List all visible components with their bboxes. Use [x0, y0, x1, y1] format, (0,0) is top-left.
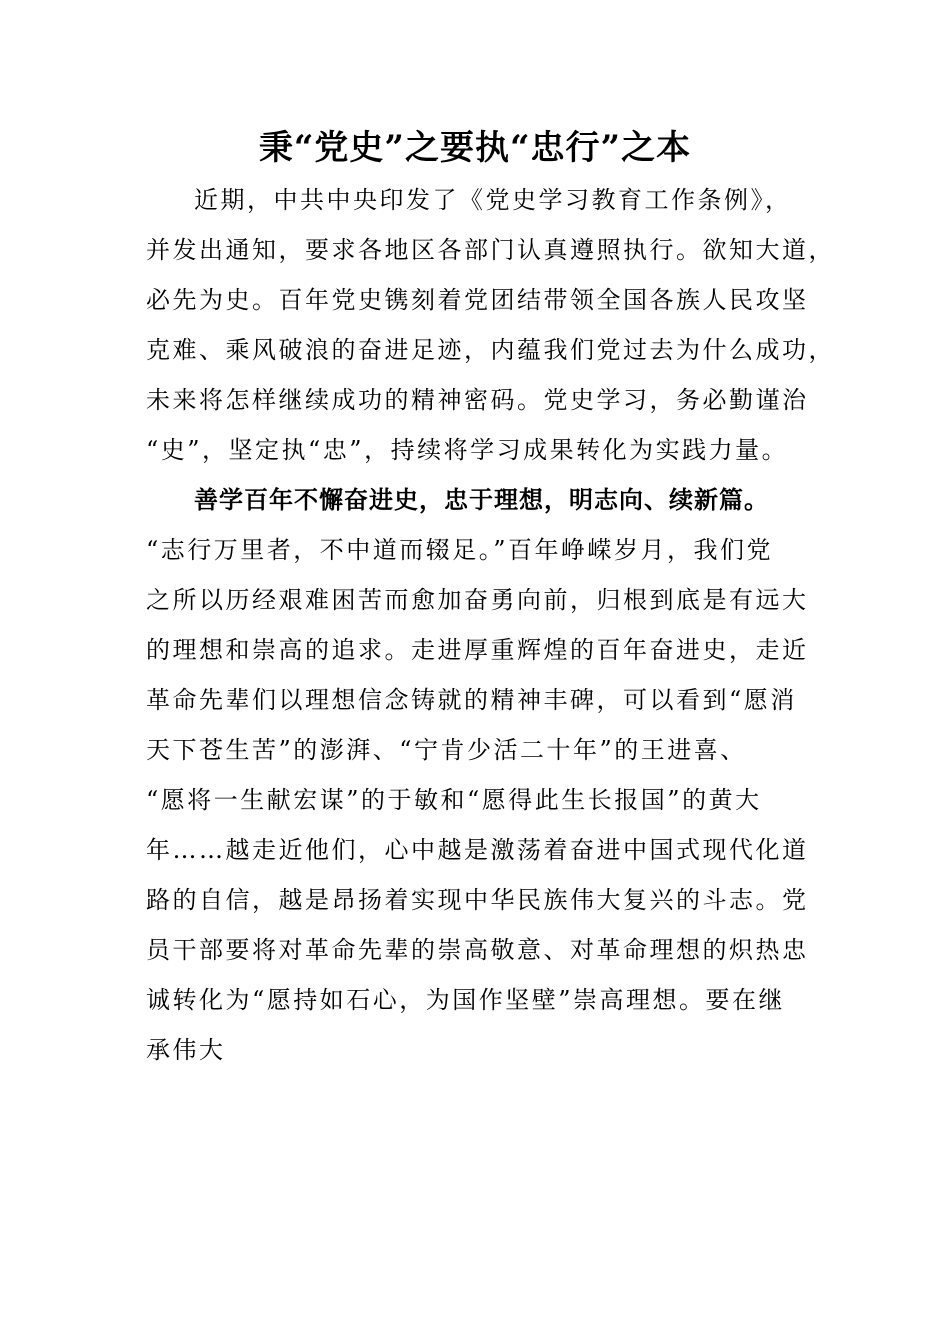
paragraph-line: 近期，中共中央印发了《党史学习教育工作条例》，	[194, 186, 792, 214]
paragraph-line: 员干部要将对革命先辈的崇高敬意、对革命理想的炽热忠	[146, 936, 809, 964]
paragraph-line: 必先为史。百年党史镌刻着党团结带领全国各族人民攻坚	[146, 286, 809, 314]
paragraph-line: 并发出通知，要求各地区各部门认真遵照执行。欲知大道，	[146, 236, 835, 264]
paragraph-line: 路的自信，越是昂扬着实现中华民族伟大复兴的斗志。党	[146, 886, 809, 914]
paragraph-line: 承伟大	[146, 1036, 226, 1064]
paragraph-line: “史”，坚定执“忠”，持续将学习成果转化为实践力量。	[146, 436, 789, 464]
paragraph-line: 诚转化为“愿持如石心，为国作坚壁”崇高理想。要在继	[146, 986, 786, 1014]
paragraph-line: “愿将一生献宏谋”的于敏和“愿得此生长报国”的黄大	[146, 786, 762, 814]
paragraph-line: 克难、乘风破浪的奋进足迹，内蕴我们党过去为什么成功，	[146, 336, 835, 364]
paragraph-line: 未来将怎样继续成功的精神密码。党史学习，务必勤谨治	[146, 386, 809, 414]
paragraph-line: 天下苍生苦”的澎湃、“宁肯少活二十年”的王进喜、	[146, 736, 747, 764]
paragraph-line: “志行万里者，不中道而辍足。”百年峥嵘岁月，我们党	[146, 536, 774, 564]
paragraph-line: 之所以历经艰难困苦而愈加奋勇向前，归根到底是有远大	[146, 586, 809, 614]
document-title: 秉“党史”之要执“忠行”之本	[258, 128, 692, 168]
paragraph-line: 革命先辈们以理想信念铸就的精神丰碑，可以看到“愿消	[146, 686, 797, 714]
paragraph-line: 年……越走近他们，心中越是激荡着奋进中国式现代化道	[146, 836, 809, 864]
section-heading: 善学百年不懈奋进史，忠于理想，明志向、续新篇。	[194, 486, 769, 514]
paragraph-line: 的理想和崇高的追求。走进厚重辉煌的百年奋进史，走近	[146, 636, 809, 664]
